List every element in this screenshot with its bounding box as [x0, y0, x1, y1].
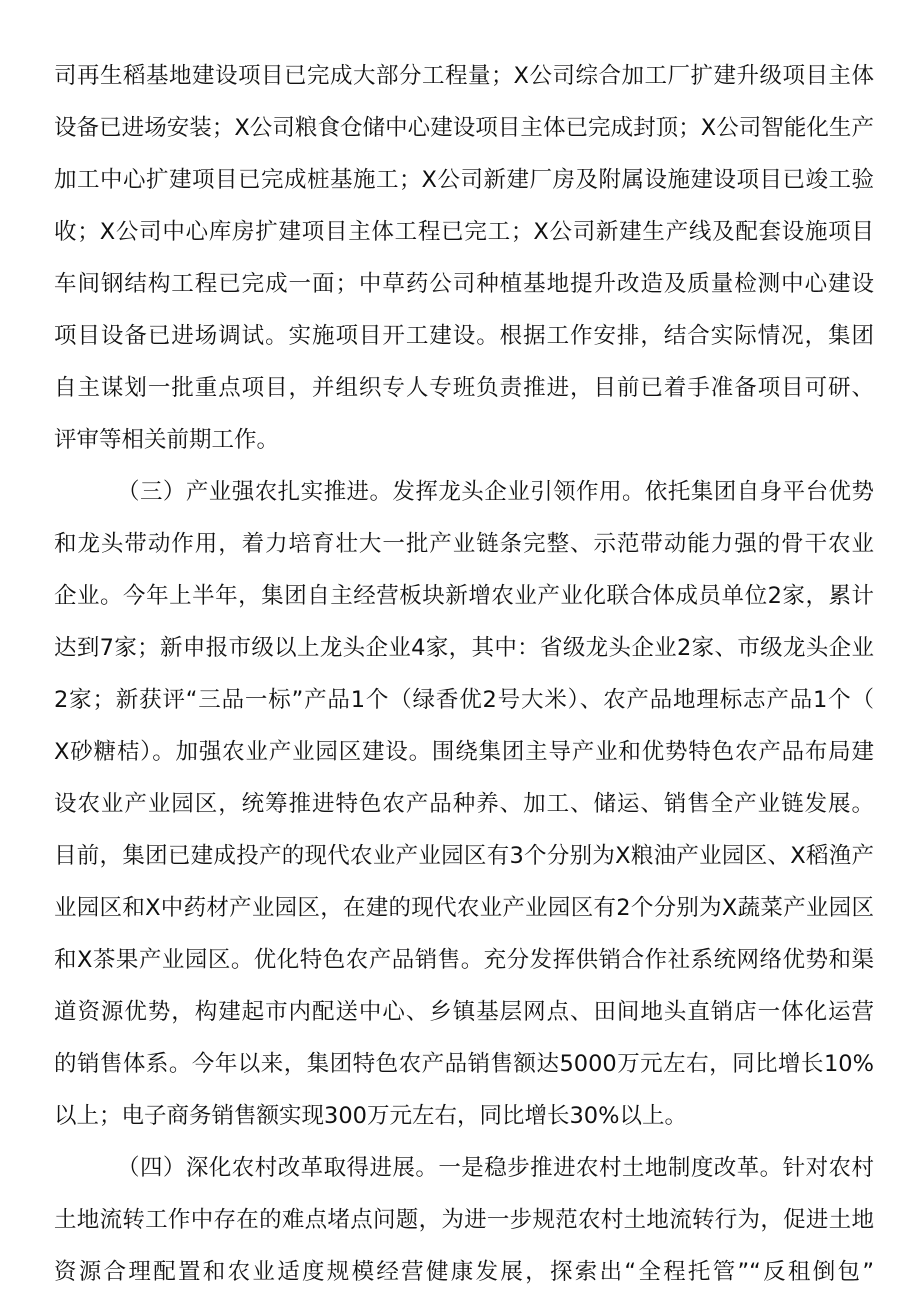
- text-line: 达到7家；新申报市级以上龙头企业4家，其中：省级龙头企业2家、市级龙头企业: [54, 635, 874, 661]
- text-line: 设农业产业园区，统筹推进特色农产品种养、加工、储运、销售全产业链发展。: [54, 791, 874, 817]
- text-line: 资源合理配置和农业适度规模经营健康发展，探索出“全程托管”“反租倒包”: [54, 1259, 874, 1285]
- text-line: 自主谋划一批重点项目，并组织专人专班负责推进，目前已着手准备项目可研、: [54, 375, 874, 401]
- text-line: 业园区和X中药材产业园区，在建的现代农业产业园区有2个分别为X蔬菜产业园区: [54, 895, 874, 921]
- document-body: [54, 50, 874, 1298]
- text-line: 和龙头带动作用，着力培育壮大一批产业链条完整、示范带动能力强的骨干农业: [54, 531, 874, 557]
- text-line: 收；X公司中心库房扩建项目主体工程已完工；X公司新建生产线及配套设施项目: [54, 219, 874, 245]
- text-line: 土地流转工作中存在的难点堵点问题，为进一步规范农村土地流转行为，促进土地: [54, 1207, 874, 1233]
- text-line: 以上；电子商务销售额实现300万元左右，同比增长30%以上。: [54, 1103, 687, 1129]
- text-line: 设备已进场安装；X公司粮食仓储中心建设项目主体已完成封顶；X公司智能化生产: [54, 115, 874, 141]
- text-line: 2家；新获评“三品一标”产品1个（绿香优2号大米）、农产品地理标志产品1个（: [54, 687, 874, 713]
- text-line: 评审等相关前期工作。: [54, 427, 280, 453]
- text-line: 司再生稻基地建设项目已完成大部分工程量；X公司综合加工厂扩建升级项目主体: [54, 63, 874, 89]
- text-line: 和X茶果产业园区。优化特色农产品销售。充分发挥供销合作社系统网络优势和渠: [54, 947, 874, 973]
- text-line: 企业。今年上半年，集团自主经营板块新增农业产业化联合体成员单位2家，累计: [54, 583, 874, 609]
- text-line: 目前，集团已建成投产的现代农业产业园区有3个分别为X粮油产业园区、X稻渔产: [54, 843, 874, 869]
- text-line: 的销售体系。今年以来，集团特色农产品销售额达5000万元左右，同比增长10%: [54, 1051, 874, 1077]
- text-line: 车间钢结构工程已完成一面；中草药公司种植基地提升改造及质量检测中心建设: [54, 271, 874, 297]
- section-heading-line: （三）产业强农扎实推进。发挥龙头企业引领作用。依托集团自身平台优势: [117, 479, 874, 505]
- text-line: 项目设备已进场调试。实施项目开工建设。根据工作安排，结合实际情况，集团: [54, 323, 874, 349]
- text-line: 加工中心扩建项目已完成桩基施工；X公司新建厂房及附属设施建设项目已竣工验: [54, 167, 874, 193]
- text-line: X砂糖桔）。加强农业产业园区建设。围绕集团主导产业和优势特色农产品布局建: [54, 739, 874, 765]
- section-heading-line: （四）深化农村改革取得进展。一是稳步推进农村土地制度改革。针对农村: [117, 1155, 874, 1181]
- text-line: 道资源优势，构建起市内配送中心、乡镇基层网点、田间地头直销店一体化运营: [54, 999, 874, 1025]
